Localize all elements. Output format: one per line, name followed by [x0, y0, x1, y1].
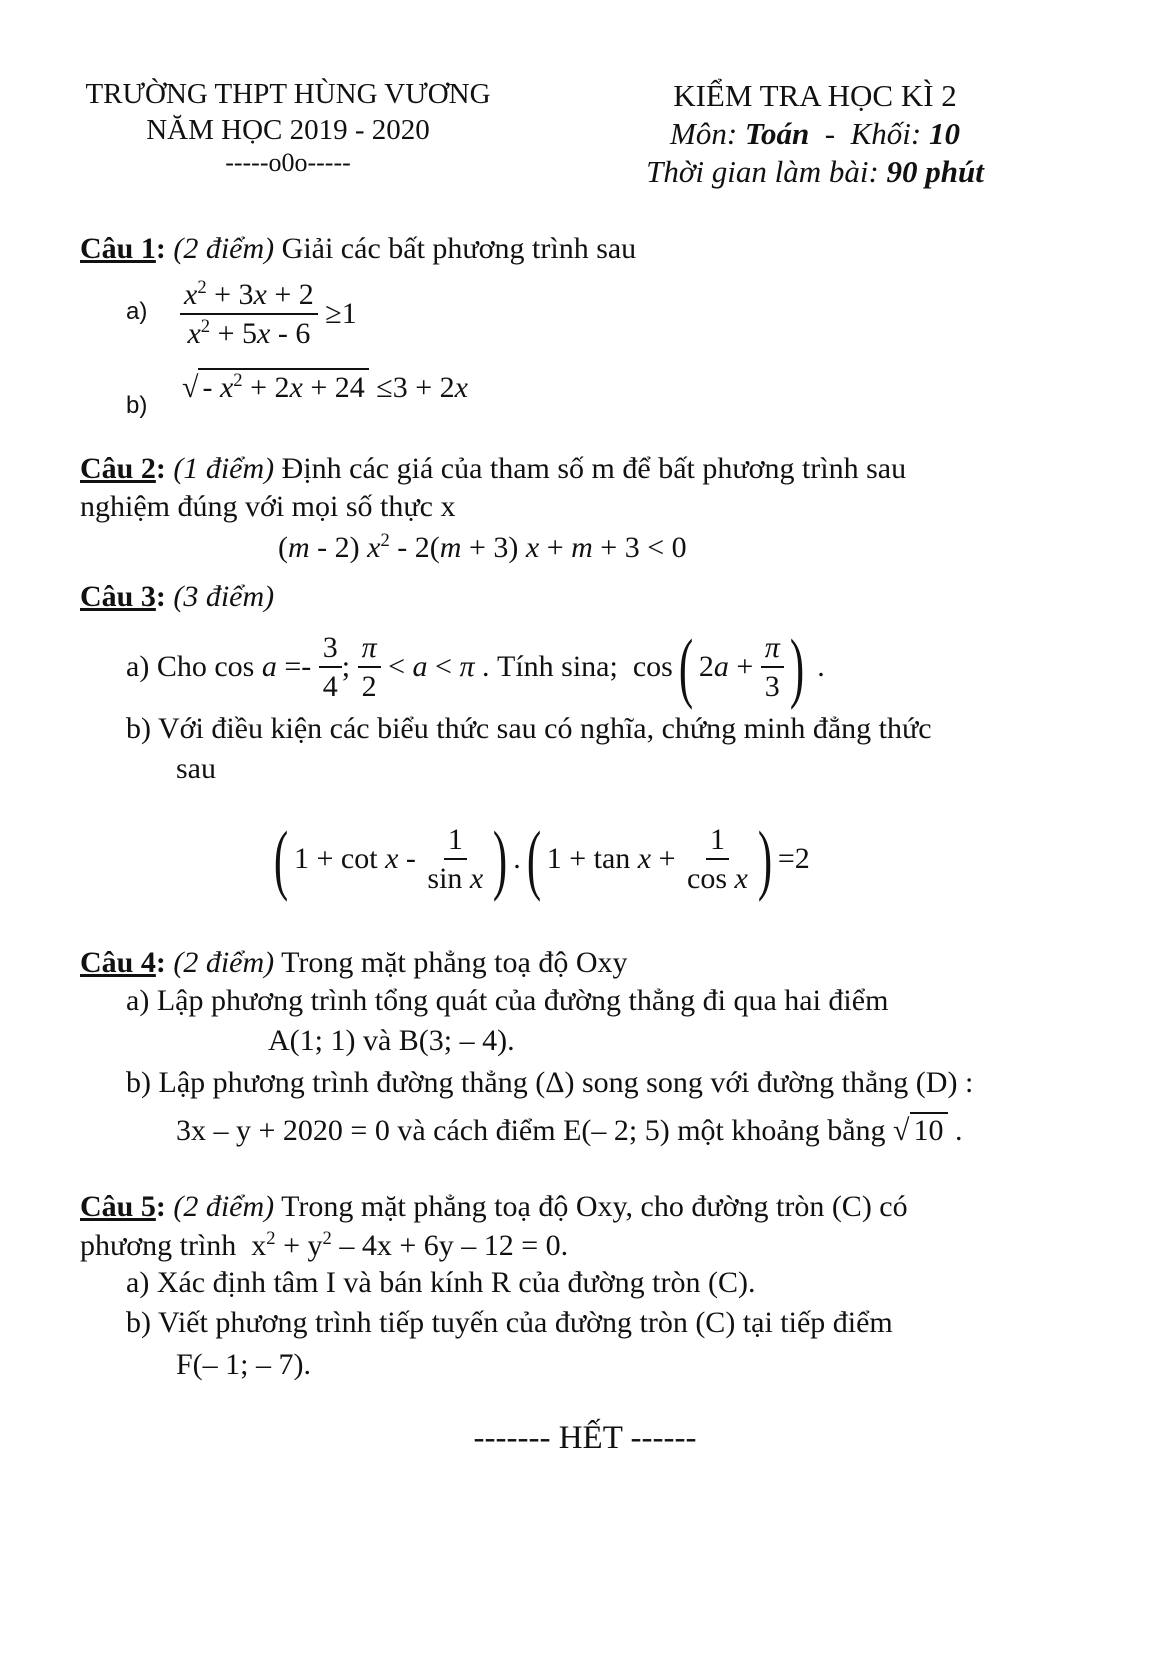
question-5a-label: a) [126, 1266, 150, 1299]
end-marker: ------- HẾT ------ [473, 1420, 697, 1456]
question-1a-label: a) [126, 298, 148, 325]
question-4-text: Trong mặt phẳng toạ độ Oxy [281, 946, 628, 979]
question-3b-formula: ( 1 + cot x - $\frac{1}{\text{sin x}}$ ) .( 1 + tan x + $\frac{1}{\text{cos x}}$ ) =2 [273, 815, 810, 902]
question-3-points: (3 điểm) [173, 580, 275, 613]
question-4a-label: a) [126, 984, 150, 1017]
question-5b-text1: Viết phương trình tiếp tuyến của đường tròn (C) tại tiếp điểm [157, 1306, 893, 1339]
time-line [555, 154, 1075, 190]
question-1a-formula: $\frac{x^2 + 3x + 2}{x^2 + 5x - 6}$ ≥1 [180, 278, 357, 350]
question-1b-label: b) [126, 392, 148, 419]
question-5-text-line2: phương trình [80, 1229, 237, 1262]
question-3-heading: Câu 3: (3 điểm) [80, 580, 275, 613]
question-2-heading: Câu 2: (1 điểm) Định các giá của tham số m để bất phương trình sau [80, 452, 907, 485]
question-4b-line1 [126, 1066, 973, 1100]
question-5-heading: Câu 5: (2 điểm) Trong mặt phẳng toạ độ Oxy, cho đường tròn (C) có [80, 1190, 908, 1223]
question-5a-text: Xác định tâm I và bán kính R của đường tròn (C). [156, 1266, 756, 1299]
question-3a-text1: Cho [156, 650, 207, 683]
question-5b-line1 [126, 1306, 893, 1340]
question-5b-label: b) [126, 1306, 151, 1339]
question-4a-line1 [126, 984, 888, 1018]
exam-title: KIỂM TRA HỌC KÌ 2 [673, 78, 957, 113]
question-4a-line2: A(1; 1) và B(3; – 4). [268, 1024, 515, 1057]
question-3b-line1 [126, 712, 932, 746]
question-4b-label: b) [126, 1066, 151, 1099]
question-4b-text1: Lập phương trình đường thẳng (Δ) song song với đường thẳng (D) : [158, 1066, 974, 1099]
question-3a-label: a) [126, 650, 150, 683]
question-3b-line2: sau [176, 752, 216, 785]
question-1b-formula: √ - $x^2 + 2x + 24$ ≤3 + 2x [182, 370, 468, 404]
question-1-heading: Câu 1: (2 điểm) Giải các bất phương trình sau [80, 232, 637, 265]
question-4b-line2: 3x – y + 2020 = 0 và cách điểm E(– 2; 5) một khoảng bằng √ 10 . [176, 1114, 963, 1147]
question-3b-label: b) [126, 712, 151, 745]
question-5b-line2: F(– 1; – 7). [176, 1348, 311, 1381]
question-5-line2: phương trình $x^2 + y^2 - 4x + 6y - 12 = 0$. [80, 1228, 569, 1262]
question-5-text-line1: Trong mặt phẳng toạ độ Oxy, cho đường tròn (C) có [281, 1190, 908, 1223]
question-5-label: Câu 5 [80, 1190, 156, 1223]
time-value: 90 phút [886, 154, 984, 189]
question-3a-text2: . Tính sina; [482, 650, 618, 683]
grade-label: Khối: [850, 116, 922, 151]
question-2-formula: (m - 2) $x^2 - 2(m + 3) x + m + 3 < 0$ [278, 530, 687, 564]
question-1-text: Giải các bất phương trình sau [281, 232, 637, 265]
question-2-text-line1: Định các giá của tham số m để bất phương trình sau [281, 452, 907, 485]
question-1-points: (2 điểm) [173, 232, 275, 265]
question-2-points: (1 điểm) [173, 452, 275, 485]
question-2-label: Câu 2 [80, 452, 156, 485]
grade-value: 10 [928, 116, 960, 151]
question-4-heading: Câu 4: (2 điểm) Trong mặt phẳng toạ độ Oxy [80, 946, 628, 979]
question-4a-text1: Lập phương trình tổng quát của đường thẳng đi qua hai điểm [156, 984, 889, 1017]
school-year: NĂM HỌC 2019 - 2020 [146, 114, 430, 146]
question-5a-line [126, 1266, 755, 1300]
header-divider: -----o0o----- [225, 148, 351, 177]
question-3-label: Câu 3 [80, 580, 156, 613]
question-4b-text2: 3x – y + 2020 = 0 và cách điểm E(– 2; 5) một khoảng bằng [176, 1114, 886, 1147]
time-label: Thời gian làm bài: [646, 154, 879, 189]
question-4-points: (2 điểm) [173, 946, 275, 979]
subject-value: Toán [744, 116, 810, 151]
question-4-label: Câu 4 [80, 946, 156, 979]
question-3a-line: a) Cho cos a =- $\frac{3}{4}$ ; $\frac{\pi}{2}$ < a < π . Tính sina; cos( 2a + $\frac{\pi}{3}$ ) . [126, 623, 825, 710]
subject-line: Môn: Toán - Khối: 10 [670, 116, 960, 151]
question-3b-text1: Với điều kiện các biểu thức sau có nghĩa, chứng minh đẳng thức [157, 712, 932, 745]
question-1-label: Câu 1 [80, 232, 156, 265]
subject-label: Môn: [670, 116, 738, 151]
question-5-points: (2 điểm) [173, 1190, 275, 1223]
school-name: TRƯỜNG THPT HÙNG VƯƠNG [85, 78, 491, 110]
question-2-text-line2: nghiệm đúng với mọi số thực x [80, 490, 456, 523]
